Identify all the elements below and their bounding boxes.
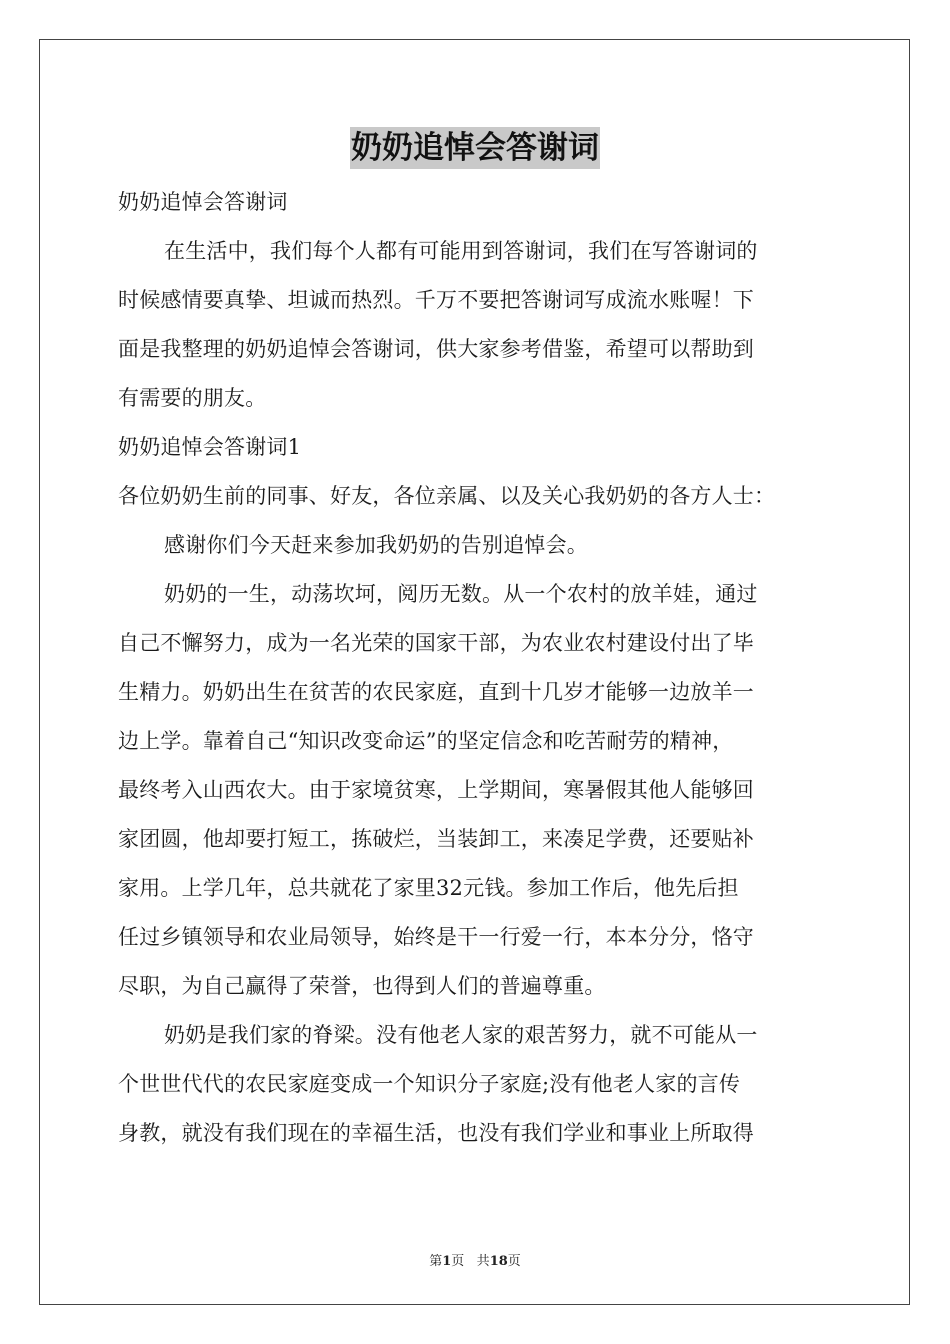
text-line: 边上学。靠着自己“知识改变命运”的坚定信念和吃苦耐劳的精神， bbox=[118, 729, 734, 753]
text-line: 家团圆，他却要打短工，拣破烂，当装卸工，来凑足学费，还要贴补 bbox=[118, 827, 754, 851]
subtitle-line: 奶奶追悼会答谢词 bbox=[118, 190, 288, 214]
page-total: 18 bbox=[489, 1254, 508, 1269]
text-line: 最终考入山西农大。由于家境贫寒，上学期间，寒暑假其他人能够回 bbox=[118, 778, 754, 802]
document-title: 奶奶追悼会答谢词 bbox=[350, 127, 600, 169]
text-line: 个世世代代的农民家庭变成一个知识分子家庭;没有他老人家的言传 bbox=[118, 1072, 741, 1096]
text-line: 在生活中，我们每个人都有可能用到答谢词，我们在写答谢词的 bbox=[164, 239, 758, 263]
total-suffix: 页 bbox=[507, 1254, 521, 1269]
text-line: 感谢你们今天赶来参加我奶奶的告别追悼会。 bbox=[164, 533, 588, 557]
page-number: 1 bbox=[442, 1254, 452, 1269]
text-line: 身教，就没有我们现在的幸福生活，也没有我们学业和事业上所取得 bbox=[118, 1121, 754, 1145]
text-line: 有需要的朋友。 bbox=[118, 386, 267, 410]
salutation-line: 各位奶奶生前的同事、好友，各位亲属、以及关心我奶奶的各方人士： bbox=[118, 484, 776, 508]
text-line: 面是我整理的奶奶追悼会答谢词，供大家参考借鉴，希望可以帮助到 bbox=[118, 337, 754, 361]
page-footer bbox=[0, 1250, 950, 1269]
text-line: 家用。上学几年，总共就花了家里32元钱。参加工作后，他先后担 bbox=[118, 876, 739, 900]
text-line: 生精力。奶奶出生在贫苦的农民家庭，直到十几岁才能够一边放羊一 bbox=[118, 680, 754, 704]
section-heading: 奶奶追悼会答谢词1 bbox=[118, 435, 302, 459]
page-suffix: 页 bbox=[451, 1254, 465, 1269]
text-line: 奶奶是我们家的脊梁。没有他老人家的艰苦努力，就不可能从一 bbox=[164, 1023, 758, 1047]
document-body bbox=[118, 178, 834, 1158]
text-line: 任过乡镇领导和农业局领导，始终是干一行爱一行，本本分分，恪守 bbox=[118, 925, 754, 949]
text-line: 尽职，为自己赢得了荣誉，也得到人们的普遍尊重。 bbox=[118, 974, 606, 998]
text-line: 时候感情要真挚、坦诚而热烈。千万不要把答谢词写成流水账喔！下 bbox=[118, 288, 754, 312]
text-line: 自己不懈努力，成为一名光荣的国家干部，为农业农村建设付出了毕 bbox=[118, 631, 754, 655]
title-container bbox=[0, 127, 950, 169]
total-prefix: 共 bbox=[476, 1254, 490, 1269]
page-prefix: 第 bbox=[429, 1254, 443, 1269]
text-line: 奶奶的一生，动荡坎坷，阅历无数。从一个农村的放羊娃，通过 bbox=[164, 582, 758, 606]
